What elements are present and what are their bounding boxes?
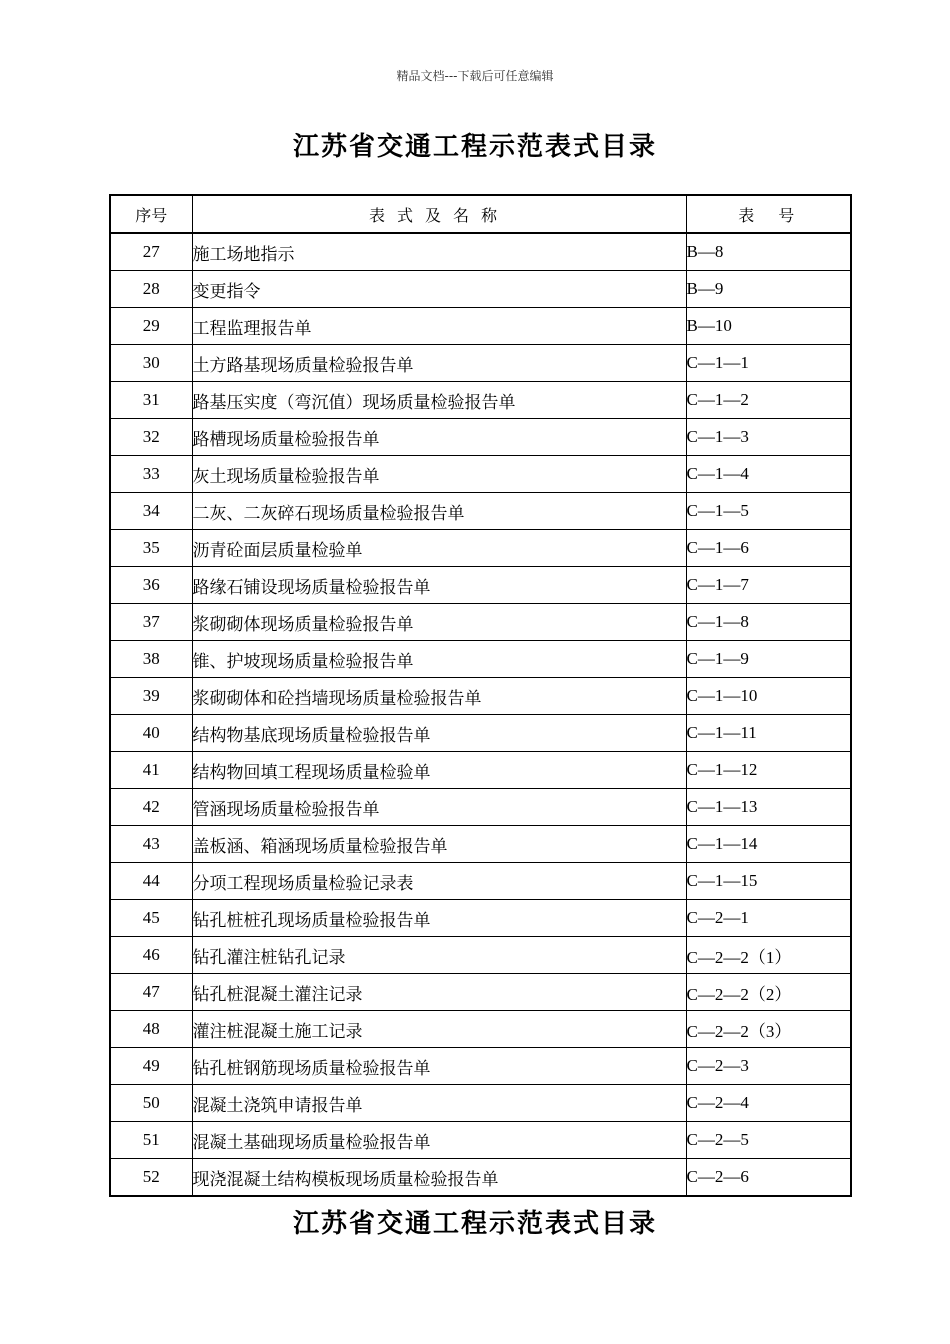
form-name: 路槽现场质量检验报告单 bbox=[192, 419, 686, 456]
row-number: 33 bbox=[110, 456, 192, 493]
catalog-table bbox=[109, 194, 852, 1197]
row-number: 48 bbox=[110, 1011, 192, 1048]
form-code: C—1—13 bbox=[686, 789, 851, 826]
form-name: 沥青砼面层质量检验单 bbox=[192, 530, 686, 567]
form-code: C—1—10 bbox=[686, 678, 851, 715]
form-code: C—1—2 bbox=[686, 382, 851, 419]
table-row bbox=[110, 1122, 851, 1159]
table-row bbox=[110, 826, 851, 863]
table-row bbox=[110, 974, 851, 1011]
form-code: C—1—6 bbox=[686, 530, 851, 567]
table-row bbox=[110, 271, 851, 308]
table-row bbox=[110, 382, 851, 419]
form-name: 锥、护坡现场质量检验报告单 bbox=[192, 641, 686, 678]
row-number: 34 bbox=[110, 493, 192, 530]
page-title: 江苏省交通工程示范表式目录 bbox=[292, 132, 657, 162]
row-number: 49 bbox=[110, 1048, 192, 1085]
table-row bbox=[110, 863, 851, 900]
form-code: B—9 bbox=[686, 271, 851, 308]
form-code: B—8 bbox=[686, 233, 851, 271]
form-name: 浆砌砌体和砼挡墙现场质量检验报告单 bbox=[192, 678, 686, 715]
form-code: C—2—4 bbox=[686, 1085, 851, 1122]
row-number: 41 bbox=[110, 752, 192, 789]
row-number: 42 bbox=[110, 789, 192, 826]
table-row bbox=[110, 233, 851, 271]
row-number: 39 bbox=[110, 678, 192, 715]
row-number: 51 bbox=[110, 1122, 192, 1159]
form-name: 路基压实度（弯沉值）现场质量检验报告单 bbox=[192, 382, 686, 419]
table-row bbox=[110, 937, 851, 974]
form-name: 灰土现场质量检验报告单 bbox=[192, 456, 686, 493]
form-name: 钻孔灌注桩钻孔记录 bbox=[192, 937, 686, 974]
table-row bbox=[110, 456, 851, 493]
table-row bbox=[110, 1085, 851, 1122]
form-code: C—1—5 bbox=[686, 493, 851, 530]
form-code: C—1—9 bbox=[686, 641, 851, 678]
row-number: 35 bbox=[110, 530, 192, 567]
table-row bbox=[110, 567, 851, 604]
repeated-page-title: 江苏省交通工程示范表式目录 bbox=[292, 1209, 657, 1239]
form-code: B—10 bbox=[686, 308, 851, 345]
row-number: 32 bbox=[110, 419, 192, 456]
form-name: 变更指令 bbox=[192, 271, 686, 308]
form-code: C—1—7 bbox=[686, 567, 851, 604]
row-number: 45 bbox=[110, 900, 192, 937]
form-name: 灌注桩混凝土施工记录 bbox=[192, 1011, 686, 1048]
form-name: 钻孔桩混凝土灌注记录 bbox=[192, 974, 686, 1011]
form-name: 浆砌砌体现场质量检验报告单 bbox=[192, 604, 686, 641]
column-header-number: 序号 bbox=[110, 195, 192, 233]
table-row bbox=[110, 1048, 851, 1085]
form-name: 工程监理报告单 bbox=[192, 308, 686, 345]
form-code: C—1—11 bbox=[686, 715, 851, 752]
table-row bbox=[110, 789, 851, 826]
table-row bbox=[110, 419, 851, 456]
row-number: 30 bbox=[110, 345, 192, 382]
table-row bbox=[110, 604, 851, 641]
row-number: 46 bbox=[110, 937, 192, 974]
table-row bbox=[110, 752, 851, 789]
form-name: 盖板涵、箱涵现场质量检验报告单 bbox=[192, 826, 686, 863]
row-number: 27 bbox=[110, 233, 192, 271]
table-row bbox=[110, 900, 851, 937]
form-name: 混凝土基础现场质量检验报告单 bbox=[192, 1122, 686, 1159]
form-code: C—2—1 bbox=[686, 900, 851, 937]
form-code: C—2—3 bbox=[686, 1048, 851, 1085]
row-number: 28 bbox=[110, 271, 192, 308]
form-code: C—1—8 bbox=[686, 604, 851, 641]
row-number: 31 bbox=[110, 382, 192, 419]
form-name: 现浇混凝土结构模板现场质量检验报告单 bbox=[192, 1159, 686, 1197]
header-note: 精品文档---下载后可任意编辑 bbox=[396, 69, 554, 83]
table-row bbox=[110, 530, 851, 567]
table-row bbox=[110, 678, 851, 715]
form-name: 结构物基底现场质量检验报告单 bbox=[192, 715, 686, 752]
form-code: C—2—2（1） bbox=[686, 937, 851, 974]
form-code: C—1—4 bbox=[686, 456, 851, 493]
column-header-name: 表式及名称 bbox=[192, 195, 686, 233]
form-code: C—2—5 bbox=[686, 1122, 851, 1159]
form-code: C—1—12 bbox=[686, 752, 851, 789]
table-header-row bbox=[110, 195, 851, 233]
form-code: C—2—2（2） bbox=[686, 974, 851, 1011]
row-number: 37 bbox=[110, 604, 192, 641]
form-name: 施工场地指示 bbox=[192, 233, 686, 271]
row-number: 44 bbox=[110, 863, 192, 900]
table-row bbox=[110, 493, 851, 530]
form-name: 路缘石铺设现场质量检验报告单 bbox=[192, 567, 686, 604]
table-row bbox=[110, 641, 851, 678]
form-name: 钻孔桩桩孔现场质量检验报告单 bbox=[192, 900, 686, 937]
form-name: 二灰、二灰碎石现场质量检验报告单 bbox=[192, 493, 686, 530]
table-row bbox=[110, 308, 851, 345]
form-code: C—1—1 bbox=[686, 345, 851, 382]
row-number: 40 bbox=[110, 715, 192, 752]
form-name: 分项工程现场质量检验记录表 bbox=[192, 863, 686, 900]
table-body bbox=[110, 233, 851, 1196]
row-number: 29 bbox=[110, 308, 192, 345]
form-code: C—2—2（3） bbox=[686, 1011, 851, 1048]
form-code: C—2—6 bbox=[686, 1159, 851, 1197]
form-name: 钻孔桩钢筋现场质量检验报告单 bbox=[192, 1048, 686, 1085]
row-number: 47 bbox=[110, 974, 192, 1011]
table-row bbox=[110, 1011, 851, 1048]
table-row bbox=[110, 1159, 851, 1197]
form-name: 管涵现场质量检验报告单 bbox=[192, 789, 686, 826]
row-number: 50 bbox=[110, 1085, 192, 1122]
row-number: 38 bbox=[110, 641, 192, 678]
form-code: C—1—3 bbox=[686, 419, 851, 456]
form-name: 土方路基现场质量检验报告单 bbox=[192, 345, 686, 382]
form-name: 混凝土浇筑申请报告单 bbox=[192, 1085, 686, 1122]
form-code: C—1—15 bbox=[686, 863, 851, 900]
table-row bbox=[110, 715, 851, 752]
row-number: 52 bbox=[110, 1159, 192, 1197]
row-number: 43 bbox=[110, 826, 192, 863]
table-row bbox=[110, 345, 851, 382]
column-header-code: 表号 bbox=[686, 195, 851, 233]
form-name: 结构物回填工程现场质量检验单 bbox=[192, 752, 686, 789]
form-code: C—1—14 bbox=[686, 826, 851, 863]
row-number: 36 bbox=[110, 567, 192, 604]
